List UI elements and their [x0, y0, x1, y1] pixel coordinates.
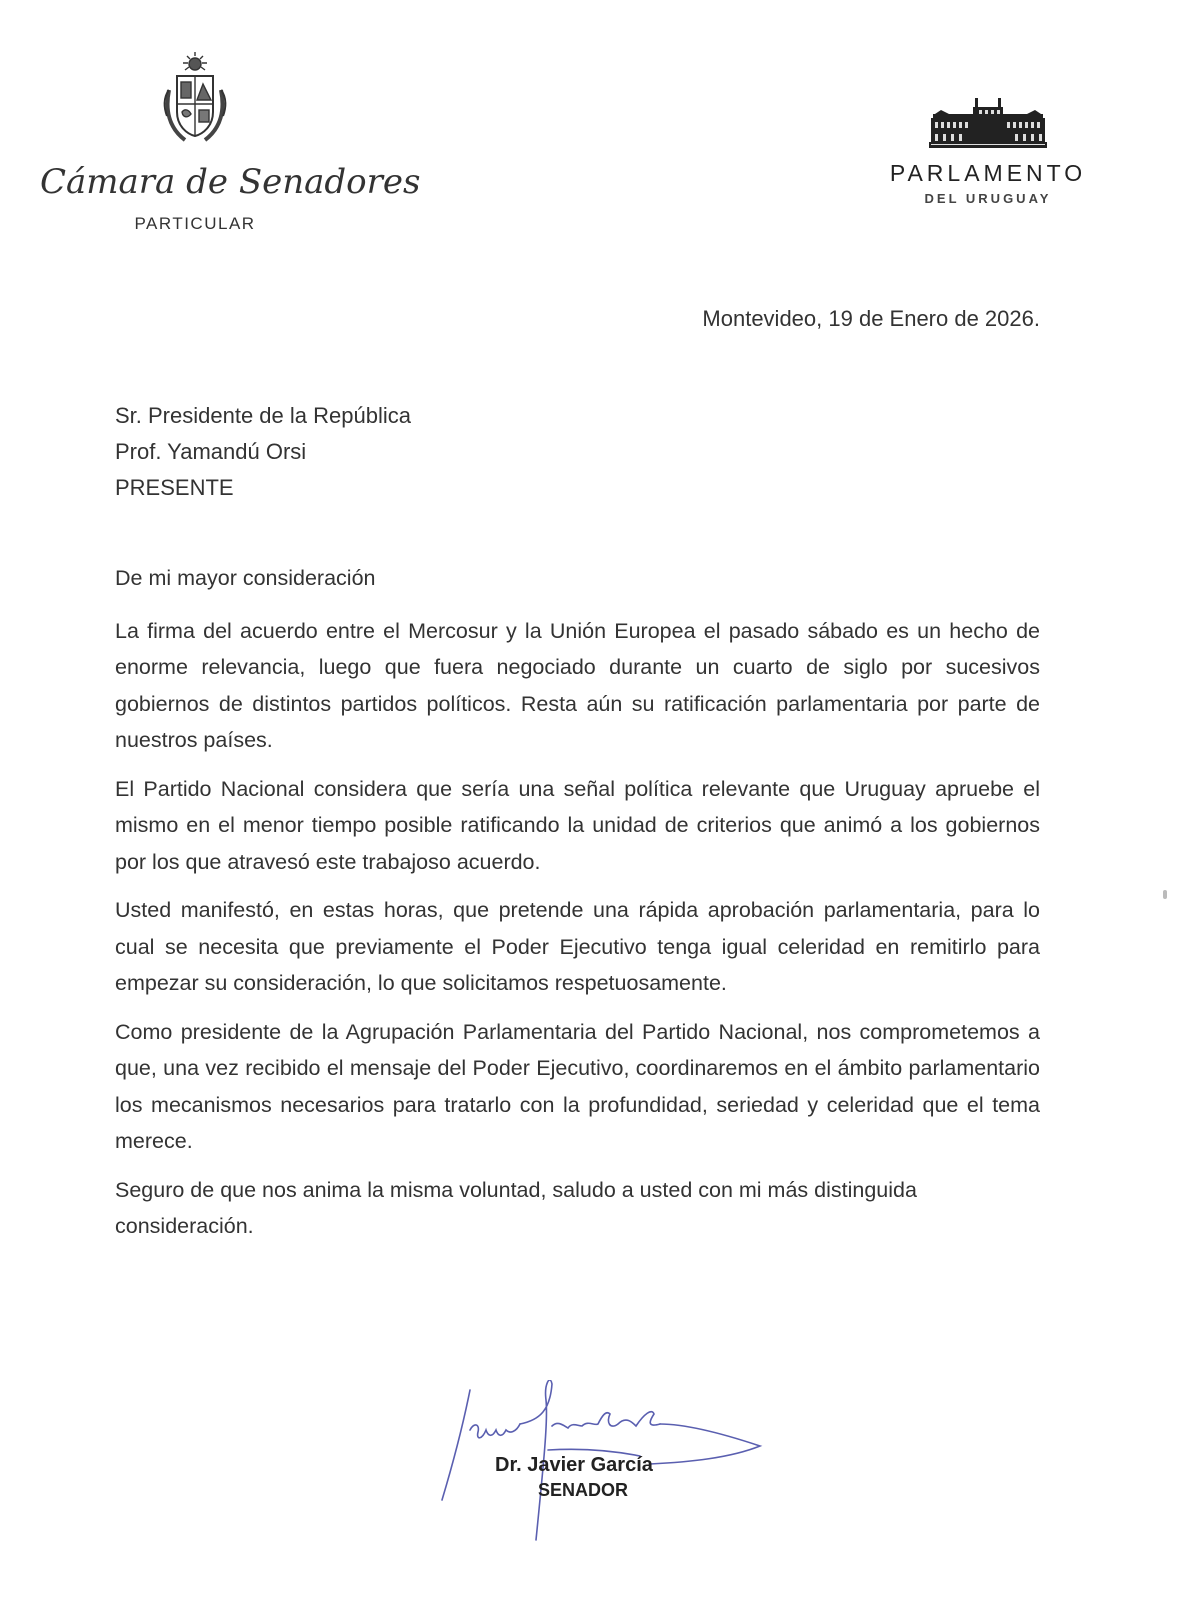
letterhead-left [40, 50, 421, 234]
paragraph: Usted manifestó, en estas horas, que pretende una rápida aprobación parlamentaria, para lo cual se necesita que previamente el Poder Ejecutivo tenga igual celeridad en remitirlo para empezar su consideración, lo que solicitamos respetuosamente. [115, 898, 1040, 995]
recipient-presente: PRESENTE [115, 475, 234, 500]
letterhead-subtitle: PARTICULAR [134, 214, 256, 233]
paragraph: La firma del acuerdo entre el Mercosur y la Unión Europea el pasado sábado es un hecho de enorme relevancia, luego que fuera negociado durante un cuarto de siglo por sucesivos gobiernos de distintos partidos políticos. Resta aún su ratificación parlamentaria por parte de nuestros países. [115, 618, 1040, 752]
institution-name: Cámara de Senadores [40, 162, 421, 202]
paragraph: Como presidente de la Agrupación Parlamentaria del Partido Nacional, nos comprometemos a que, una vez recibido el mensaje del Poder Ejecutivo, coordinaremos en el ámbito parlamentario los mecanismos necesarios para tratarlo con la profundidad, seriedad y celeridad que el tema merece. [115, 1019, 1040, 1153]
dateline: Montevideo, 19 de Enero de 2026. [702, 306, 1040, 331]
signatory-title: SENADOR [538, 1480, 629, 1500]
parliament-subtitle: DEL URUGUAY [924, 191, 1052, 206]
scan-speck [1163, 890, 1167, 899]
letterhead-right [878, 98, 1098, 206]
parliament-title: PARLAMENTO [889, 160, 1087, 186]
recipient-name: Prof. Yamandú Orsi [115, 439, 307, 464]
letter-body [115, 560, 1040, 1257]
recipient-title: Sr. Presidente de la República [115, 403, 411, 428]
paragraph: Seguro de que nos anima la misma voluntad, saludo a usted con mi más distinguida consideración. [115, 1177, 917, 1238]
paragraph: El Partido Nacional considera que sería una señal política relevante que Uruguay apruebe el mismo en el menor tiempo posible ratificando la unidad de criterios que animó a los gobiernos por los que atravesó este trabajoso acuerdo. [115, 776, 1040, 874]
coat-of-arms-icon [155, 50, 235, 150]
salutation: De mi mayor consideración [115, 566, 376, 590]
signature-block [440, 1380, 800, 1580]
legislative-palace-icon [929, 98, 1047, 152]
recipient-block [115, 398, 411, 506]
signatory-name: Dr. Javier García [495, 1454, 653, 1476]
